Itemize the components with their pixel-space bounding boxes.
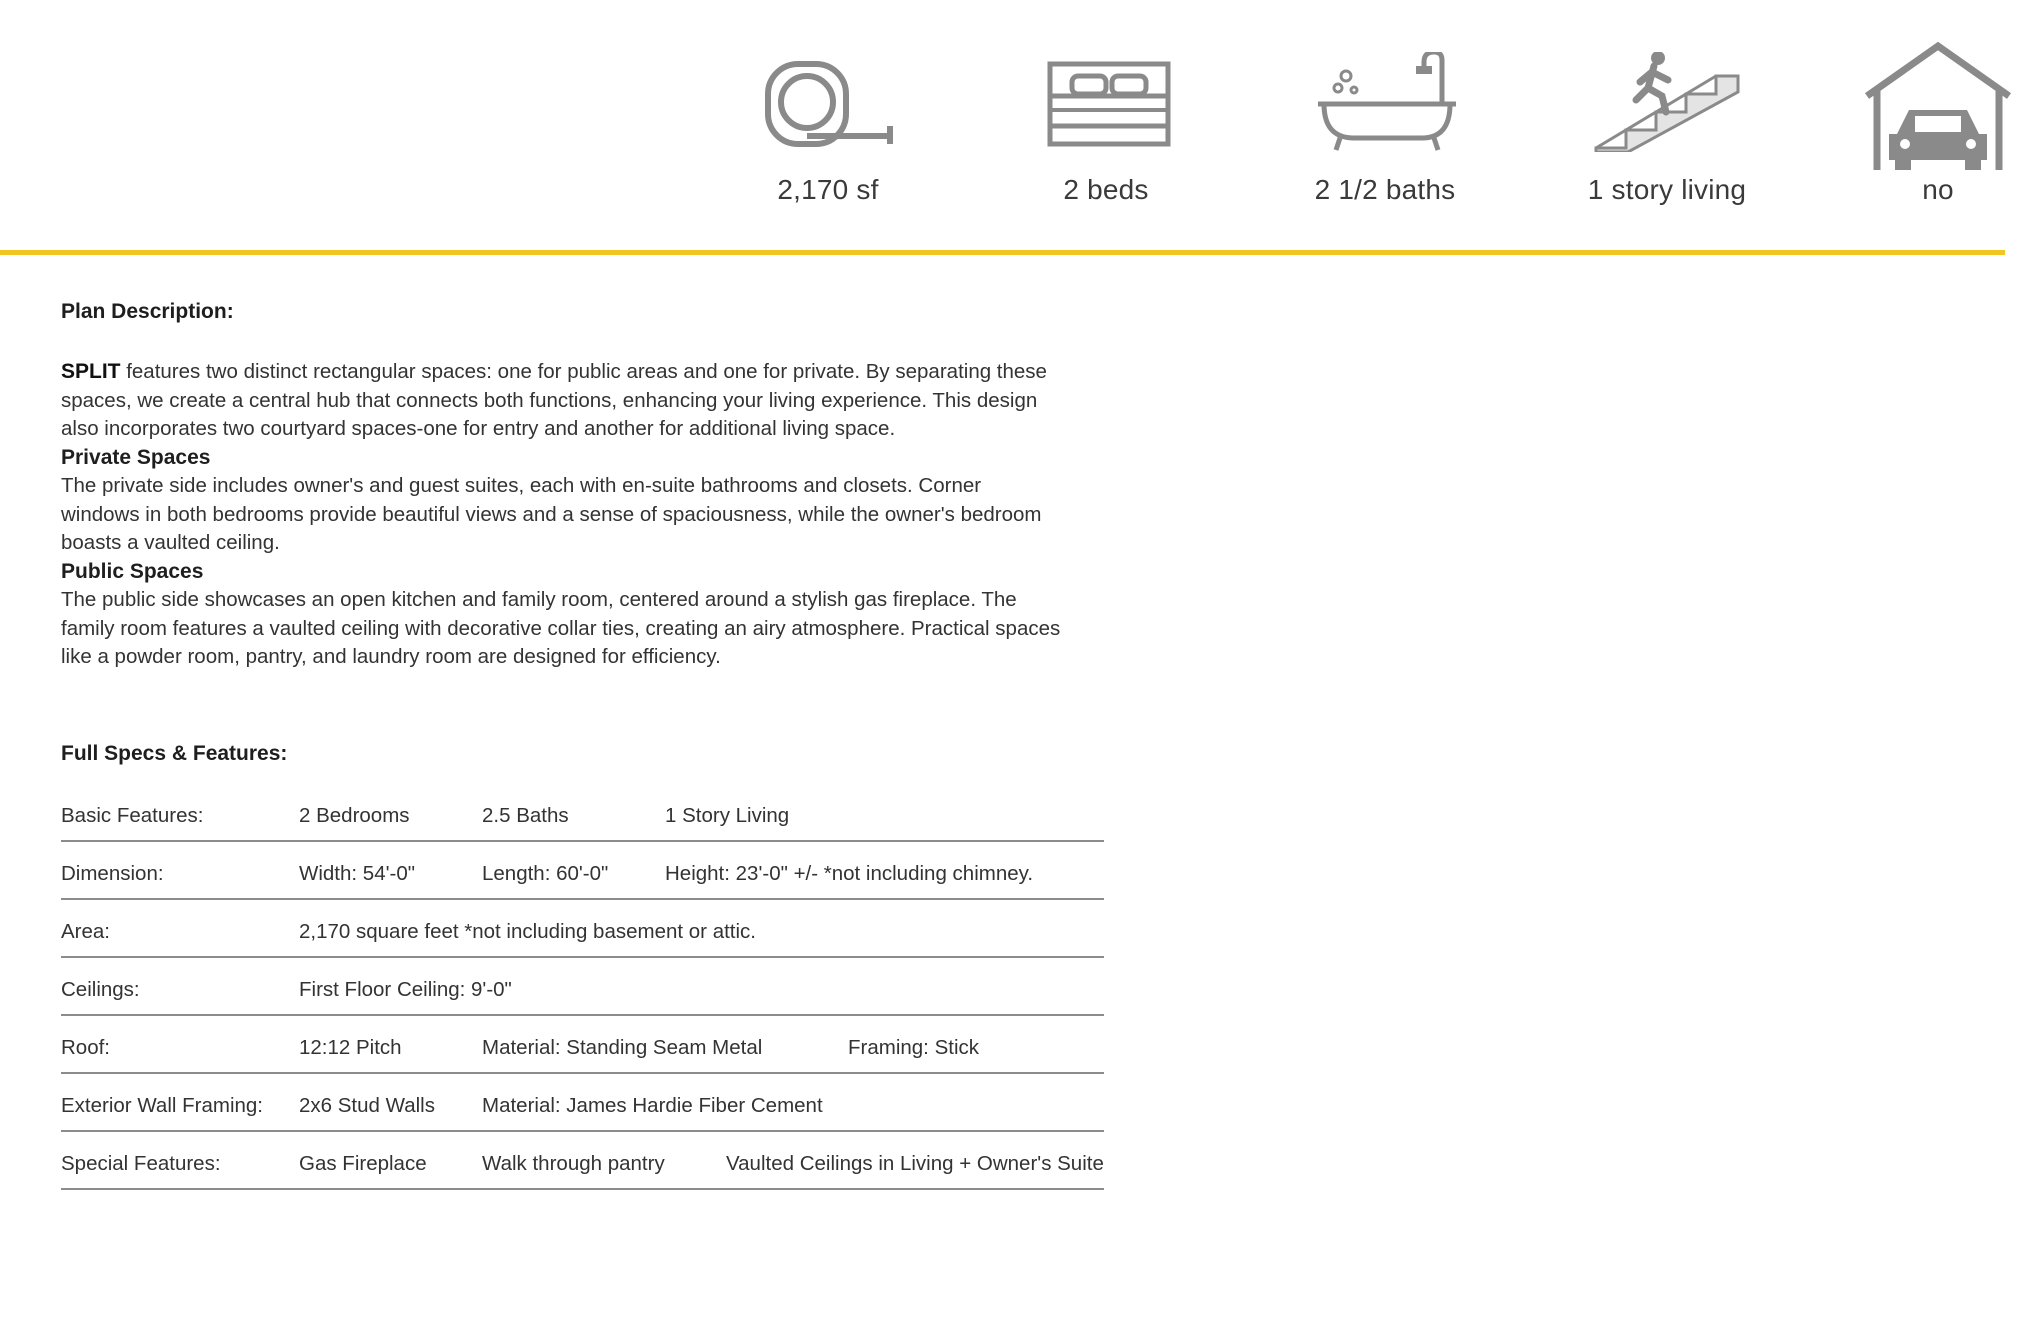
table-row	[61, 900, 1104, 958]
private-spaces-text: The private side includes owner's and guest suites, each with en-suite bathrooms and closets. Corner windows in both bedrooms provide beautiful views and a sense of spaciousness, while the owner's bedroom boasts a vaulted ceiling.	[61, 474, 1042, 554]
spec-label: Dimension:	[61, 861, 164, 885]
table-row	[61, 1132, 1104, 1190]
spec-value: Width: 54'-0"	[299, 861, 416, 885]
table-row	[61, 1016, 1104, 1074]
spec-value: 2 Bedrooms	[299, 803, 410, 827]
table-row	[61, 958, 1104, 1016]
spec-value: Material: Standing Seam Metal	[482, 1035, 763, 1059]
stat-baths	[1275, 52, 1495, 206]
spec-value: 12:12 Pitch	[299, 1035, 402, 1059]
spec-label: Basic Features:	[61, 803, 204, 827]
plan-intro	[61, 358, 1061, 444]
plan-content	[61, 300, 1121, 1190]
spec-value: Vaulted Ceilings in Living + Owner's Suite	[726, 1151, 1104, 1175]
table-row	[61, 842, 1104, 900]
specs-table	[61, 784, 1104, 1190]
spec-value: Gas Fireplace	[299, 1151, 427, 1175]
spec-label: Exterior Wall Framing:	[61, 1093, 263, 1117]
private-spaces-heading: Private Spaces	[61, 445, 211, 469]
stats-bar	[0, 0, 2040, 250]
stat-garage	[1828, 52, 2040, 206]
accent-divider	[0, 250, 2005, 255]
spec-label: Ceilings:	[61, 977, 140, 1001]
bed-icon	[1036, 52, 1176, 152]
plan-description-heading: Plan Description:	[61, 300, 234, 323]
stairs-icon	[1592, 52, 1742, 152]
spec-value: Length: 60'-0"	[482, 861, 609, 885]
spec-value: 2x6 Stud Walls	[299, 1093, 435, 1117]
bathtub-icon	[1310, 52, 1460, 152]
public-spaces-text: The public side showcases an open kitchen and family room, centered around a stylish gas fireplace. The family room features a vaulted ceiling with decorative collar ties, creating an airy atmosphere. Practical spaces like a powder room, pantry, and laundry room are designed for efficiency.	[61, 588, 1061, 668]
spec-label: Area:	[61, 919, 110, 943]
stat-area-label: 2,170 sf	[777, 174, 879, 205]
spec-value: First Floor Ceiling: 9'-0"	[299, 977, 512, 1001]
stat-baths-label: 2 1/2 baths	[1314, 174, 1456, 205]
spec-label: Special Features:	[61, 1151, 221, 1175]
plan-name: SPLIT	[61, 360, 121, 383]
spec-value: 1 Story Living	[665, 803, 790, 827]
table-row	[61, 784, 1104, 842]
plan-intro-text: features two distinct rectangular spaces: one for public areas and one for private. By separating these spaces, we create a central hub that connects both functions, enhancing your living experience. This design also incorporates two courtyard spaces-one for entry and another for additional living space.	[61, 360, 1047, 440]
spec-value: 2.5 Baths	[482, 803, 569, 827]
public-spaces-heading: Public Spaces	[61, 559, 204, 583]
specs-heading: Full Specs & Features:	[61, 741, 288, 765]
stat-stories	[1557, 52, 1777, 206]
garage-icon	[1863, 40, 2013, 176]
spec-value: Height: 23'-0" +/- *not including chimney.	[665, 861, 1034, 885]
stat-stories-label: 1 story living	[1587, 174, 1747, 205]
plan-description	[61, 358, 1061, 672]
spec-value: 2,170 square feet *not including basement or attic.	[299, 919, 756, 943]
table-row	[61, 1074, 1104, 1132]
stat-beds-label: 2 beds	[1063, 174, 1149, 205]
spec-value: Material: James Hardie Fiber Cement	[482, 1093, 823, 1117]
spec-value: Walk through pantry	[482, 1151, 665, 1175]
tape-measure-icon	[758, 52, 898, 152]
spec-value: Framing: Stick	[848, 1035, 979, 1059]
stat-area	[718, 52, 938, 206]
spec-label: Roof:	[61, 1035, 110, 1059]
stat-garage-label: no	[1922, 174, 1954, 205]
stat-beds	[996, 52, 1216, 206]
